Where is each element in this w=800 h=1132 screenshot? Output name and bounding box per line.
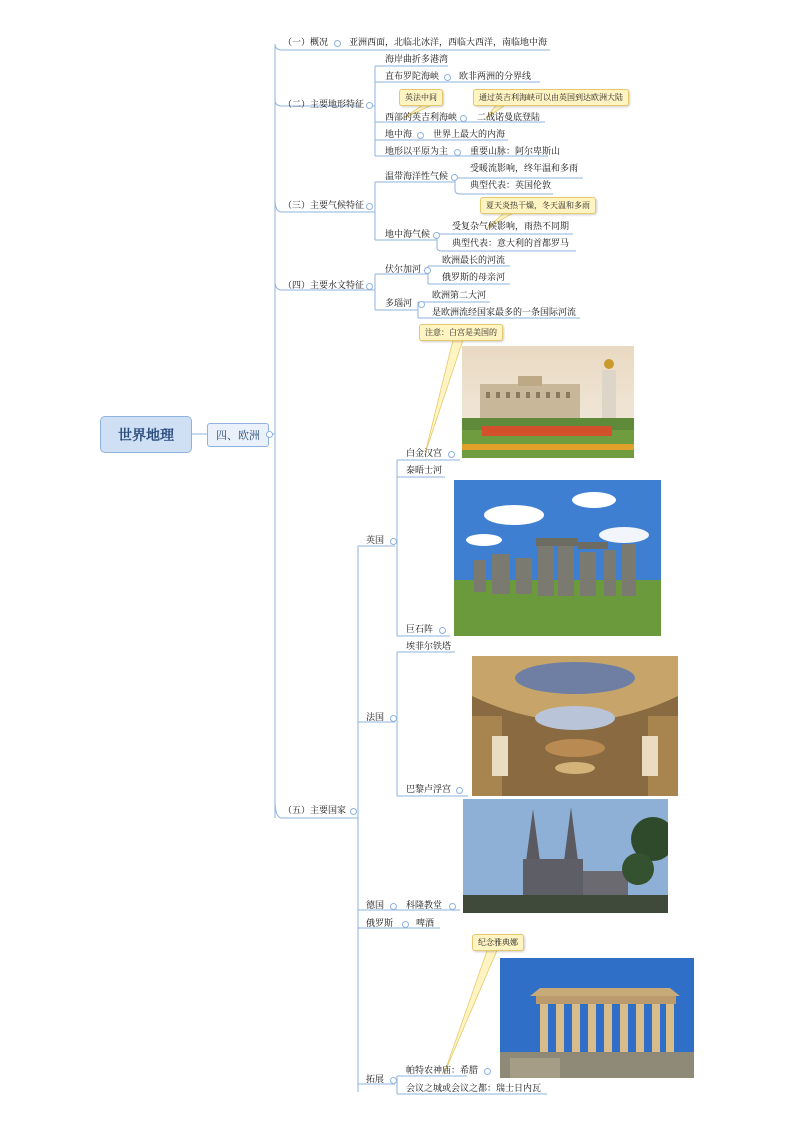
- collapse-dot[interactable]: [444, 74, 451, 81]
- landmark-item[interactable]: 帕特农神庙：希腊: [406, 1066, 479, 1076]
- landmark-item[interactable]: 巴黎卢浮宫: [406, 785, 452, 795]
- branch-terrain[interactable]: （二）主要地形特征: [283, 100, 365, 110]
- collapse-dot[interactable]: [449, 903, 456, 910]
- root-topic[interactable]: 世界地理: [100, 416, 192, 453]
- climate-detail[interactable]: 典型代表：英国伦敦: [470, 181, 552, 191]
- collapse-dot[interactable]: [366, 283, 373, 290]
- landmark-item[interactable]: 巨石阵: [406, 625, 434, 635]
- terrain-item[interactable]: 海岸曲折多港湾: [385, 55, 449, 65]
- note-callout[interactable]: 注意：白宫是美国的: [419, 324, 503, 341]
- buckingham-palace-image: [462, 346, 634, 458]
- collapse-dot[interactable]: [454, 149, 461, 156]
- climate-detail[interactable]: 典型代表：意大利的首都罗马: [452, 239, 570, 249]
- landmark-item[interactable]: 科隆教堂: [406, 901, 443, 911]
- river-detail[interactable]: 俄罗斯的母亲河: [442, 273, 506, 283]
- river-detail[interactable]: 欧洲第二大河: [432, 291, 487, 301]
- parthenon-image: [500, 958, 694, 1078]
- terrain-detail[interactable]: 欧非两洲的分界线: [459, 72, 532, 82]
- landmark-item[interactable]: 白金汉宫: [406, 449, 443, 459]
- branch-water[interactable]: （四）主要水文特征: [283, 281, 365, 291]
- collapse-dot[interactable]: [424, 267, 431, 274]
- collapse-dot[interactable]: [451, 174, 458, 181]
- terrain-item[interactable]: 西部的英吉利海峡: [385, 113, 458, 123]
- collapse-dot[interactable]: [417, 132, 424, 139]
- collapse-dot[interactable]: [390, 903, 397, 910]
- collapse-dot[interactable]: [366, 203, 373, 210]
- collapse-dot[interactable]: [402, 921, 409, 928]
- collapse-dot[interactable]: [390, 538, 397, 545]
- collapse-dot[interactable]: [460, 115, 467, 122]
- river-detail[interactable]: 是欧洲流经国家最多的一条国际河流: [432, 308, 577, 318]
- note-callout[interactable]: 夏天炎热干燥，冬天温和多雨: [480, 197, 596, 214]
- note-callout[interactable]: 通过英吉利海峡可以由英国到达欧洲大陆: [473, 89, 629, 106]
- overview-detail[interactable]: 亚洲西面，北临北冰洋，西临大西洋，南临地中海: [349, 38, 548, 48]
- note-callout[interactable]: 纪念雅典娜: [472, 934, 524, 951]
- climate-detail[interactable]: 受复杂气候影响，雨热不同期: [452, 222, 570, 232]
- country-germany[interactable]: 德国: [366, 901, 385, 911]
- river-name[interactable]: 多瑙河: [385, 299, 413, 309]
- climate-type[interactable]: 温带海洋性气候: [385, 172, 449, 182]
- note-callout[interactable]: 英法中间: [399, 89, 443, 106]
- collapse-dot[interactable]: [390, 1077, 397, 1084]
- collapse-dot[interactable]: [350, 808, 357, 815]
- landmark-item[interactable]: 泰晤士河: [406, 466, 443, 476]
- terrain-detail[interactable]: 二战诺曼底登陆: [477, 113, 541, 123]
- collapse-dot[interactable]: [266, 431, 273, 438]
- terrain-detail[interactable]: 重要山脉：阿尔卑斯山: [470, 147, 561, 157]
- collapse-dot[interactable]: [418, 301, 425, 308]
- branch-climate[interactable]: （三）主要气候特征: [283, 201, 365, 211]
- branch-countries[interactable]: （五）主要国家: [283, 806, 347, 816]
- river-detail[interactable]: 欧洲最长的河流: [442, 256, 506, 266]
- landmark-item[interactable]: 埃菲尔铁塔: [406, 642, 452, 652]
- country-russia[interactable]: 俄罗斯: [366, 919, 394, 929]
- collapse-dot[interactable]: [484, 1068, 491, 1075]
- collapse-dot[interactable]: [448, 451, 455, 458]
- branch-extension[interactable]: 拓展: [366, 1075, 385, 1085]
- climate-detail[interactable]: 受暖流影响，终年温和多雨: [470, 164, 579, 174]
- collapse-dot[interactable]: [334, 40, 341, 47]
- terrain-item[interactable]: 地中海: [385, 130, 413, 140]
- louvre-image: [472, 656, 678, 796]
- collapse-dot[interactable]: [433, 232, 440, 239]
- branch-overview[interactable]: （一）概况: [283, 38, 329, 48]
- terrain-item[interactable]: 直布罗陀海峡: [385, 72, 440, 82]
- terrain-item[interactable]: 地形以平原为主: [385, 147, 449, 157]
- river-name[interactable]: 伏尔加河: [385, 265, 422, 275]
- main-topic-europe[interactable]: 四、欧洲: [207, 423, 269, 447]
- landmark-item[interactable]: 啤酒: [416, 919, 435, 929]
- landmark-item[interactable]: 会议之城或会议之都：瑞士日内瓦: [406, 1084, 542, 1094]
- climate-type[interactable]: 地中海气候: [385, 230, 431, 240]
- country-france[interactable]: 法国: [366, 713, 385, 723]
- cologne-cathedral-image: [463, 799, 668, 913]
- terrain-detail[interactable]: 世界上最大的内海: [433, 130, 506, 140]
- collapse-dot[interactable]: [366, 102, 373, 109]
- collapse-dot[interactable]: [456, 787, 463, 794]
- collapse-dot[interactable]: [439, 627, 446, 634]
- collapse-dot[interactable]: [390, 715, 397, 722]
- stonehenge-image: [454, 480, 661, 636]
- country-uk[interactable]: 英国: [366, 536, 385, 546]
